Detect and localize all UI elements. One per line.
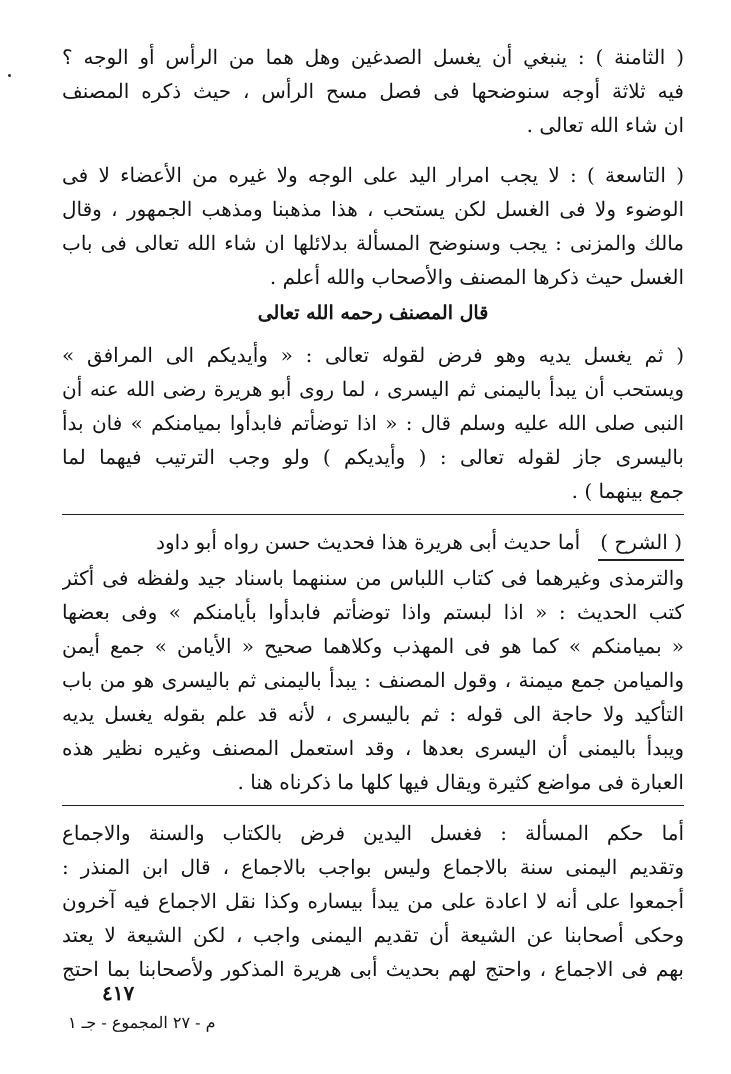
- text-line: فيه ثلاثة أوجه سنوضحها فى فصل مسح الرأس ، حيث ذكره المصنف: [62, 79, 684, 103]
- text-line: النبى صلى الله عليه وسلم قال : « اذا توضأتم فابدأوا بميامنكم » فان بدأ: [62, 411, 684, 435]
- sharh-label: ( الشرح ): [598, 525, 684, 561]
- section-divider: [62, 805, 684, 806]
- text-line: التأكيد ولا حاجة الى قوله : ثم باليسرى ، لأنه قد علم بقوله يغسل يديه: [62, 702, 684, 726]
- text-line: ( ثم يغسل يديه وهو فرض لقوله تعالى : « وأيديكم الى المرافق »: [62, 343, 684, 367]
- text-line: ( التاسعة ) : لا يجب امرار اليد على الوجه ولا غيره من الأعضاء لا فى: [62, 163, 684, 187]
- text-line: مالك والمزنى : يجب وسنوضح المسألة بدلائلها ان شاء الله تعالى فى باب: [62, 231, 684, 255]
- section-divider: [62, 514, 684, 515]
- text-line: ويبدأ باليمنى أن اليسرى بعدها ، وقد استعمل المصنف وغيره نظير هذه: [62, 736, 684, 760]
- section-heading: قال المصنف رحمه الله تعالى: [257, 302, 489, 324]
- text-line: والميامن جمع ميمنة ، وقول المصنف : يبدأ باليمنى ثم باليسرى هو من باب: [62, 668, 684, 692]
- paragraph-eighth-issue: [62, 40, 684, 142]
- text-line: ويستحب أن يبدأ باليمنى ثم اليسرى ، لما روى أبو هريرة رضى الله عنه أن: [62, 377, 684, 401]
- text-line: وتقديم اليمنى سنة بالاجماع وليس بواجب بالاجماع ، قال ابن المنذر :: [62, 855, 684, 879]
- printer-signature: م - ٢٧ المجموع - جـ ١: [68, 1013, 216, 1032]
- text-line: الغسل حيث ذكرها المصنف والأصحاب والله أعلم .: [269, 265, 684, 289]
- text-line: بهم فى الاجماع ، واحتج لهم بحديث أبى هريرة المذكور ولأصحابنا بما احتج: [62, 957, 684, 981]
- paragraph-author-text: [62, 338, 684, 508]
- text-line: العبارة فى مواضع كثيرة ويقال فيها كلها ما ذكرناه هنا .: [237, 770, 684, 794]
- paragraph-ruling: [62, 816, 684, 986]
- paragraph-ninth-issue: [62, 158, 684, 294]
- text-line: والترمذى وغيرهما فى كتاب اللباس من سننهما باسناد جيد ولفظه فى أكثر: [62, 566, 684, 590]
- text-line: جمع بينهما ) .: [571, 479, 684, 503]
- text-line: كتب الحديث : « اذا لبستم واذا توضأتم فابدأوا بأيامنكم » وفى بعضها: [62, 600, 684, 624]
- page-footer: [62, 978, 684, 1038]
- text-line-first: [62, 525, 684, 561]
- text-line: باليسرى جاز لقوله تعالى : ( وأيديكم ) ولو وجب الترتيب فيهما لما: [62, 445, 684, 469]
- text-line: الوضوء ولا فى الغسل لكن يستحب ، هذا مذهبنا ومذهب الجمهور ، وقال: [62, 197, 684, 221]
- text-line: ( الثامنة ) : ينبغي أن يغسل الصدغين وهل هما من الرأس أو الوجه ؟: [62, 45, 684, 69]
- text-line: وحكى أصحابنا عن الشيعة أن تقديم اليمنى واجب ، لكن الشيعة لا يعتد: [62, 923, 684, 947]
- page-number: ٤١٧: [102, 981, 135, 1005]
- text-line: ان شاء الله تعالى .: [526, 113, 684, 137]
- text-line-content: أما حديث أبى هريرة هذا فحديث حسن رواه أبو داود: [156, 530, 581, 554]
- paragraph-commentary: [62, 525, 684, 799]
- paragraph-spacer: [62, 142, 684, 158]
- page-body: [62, 40, 684, 986]
- text-line: أما حكم المسألة : فغسل اليدين فرض بالكتاب والسنة والاجماع: [62, 821, 684, 845]
- text-line: أجمعوا على أنه لا اعادة على من يبدأ بيساره وكذا نقل الاجماع فيه آخرون: [62, 889, 684, 913]
- text-line: « بميامنكم » كما هو فى المهذب وكلاهما صحيح « الأيامن » جمع أيمن: [62, 634, 684, 658]
- margin-speck: [8, 74, 11, 77]
